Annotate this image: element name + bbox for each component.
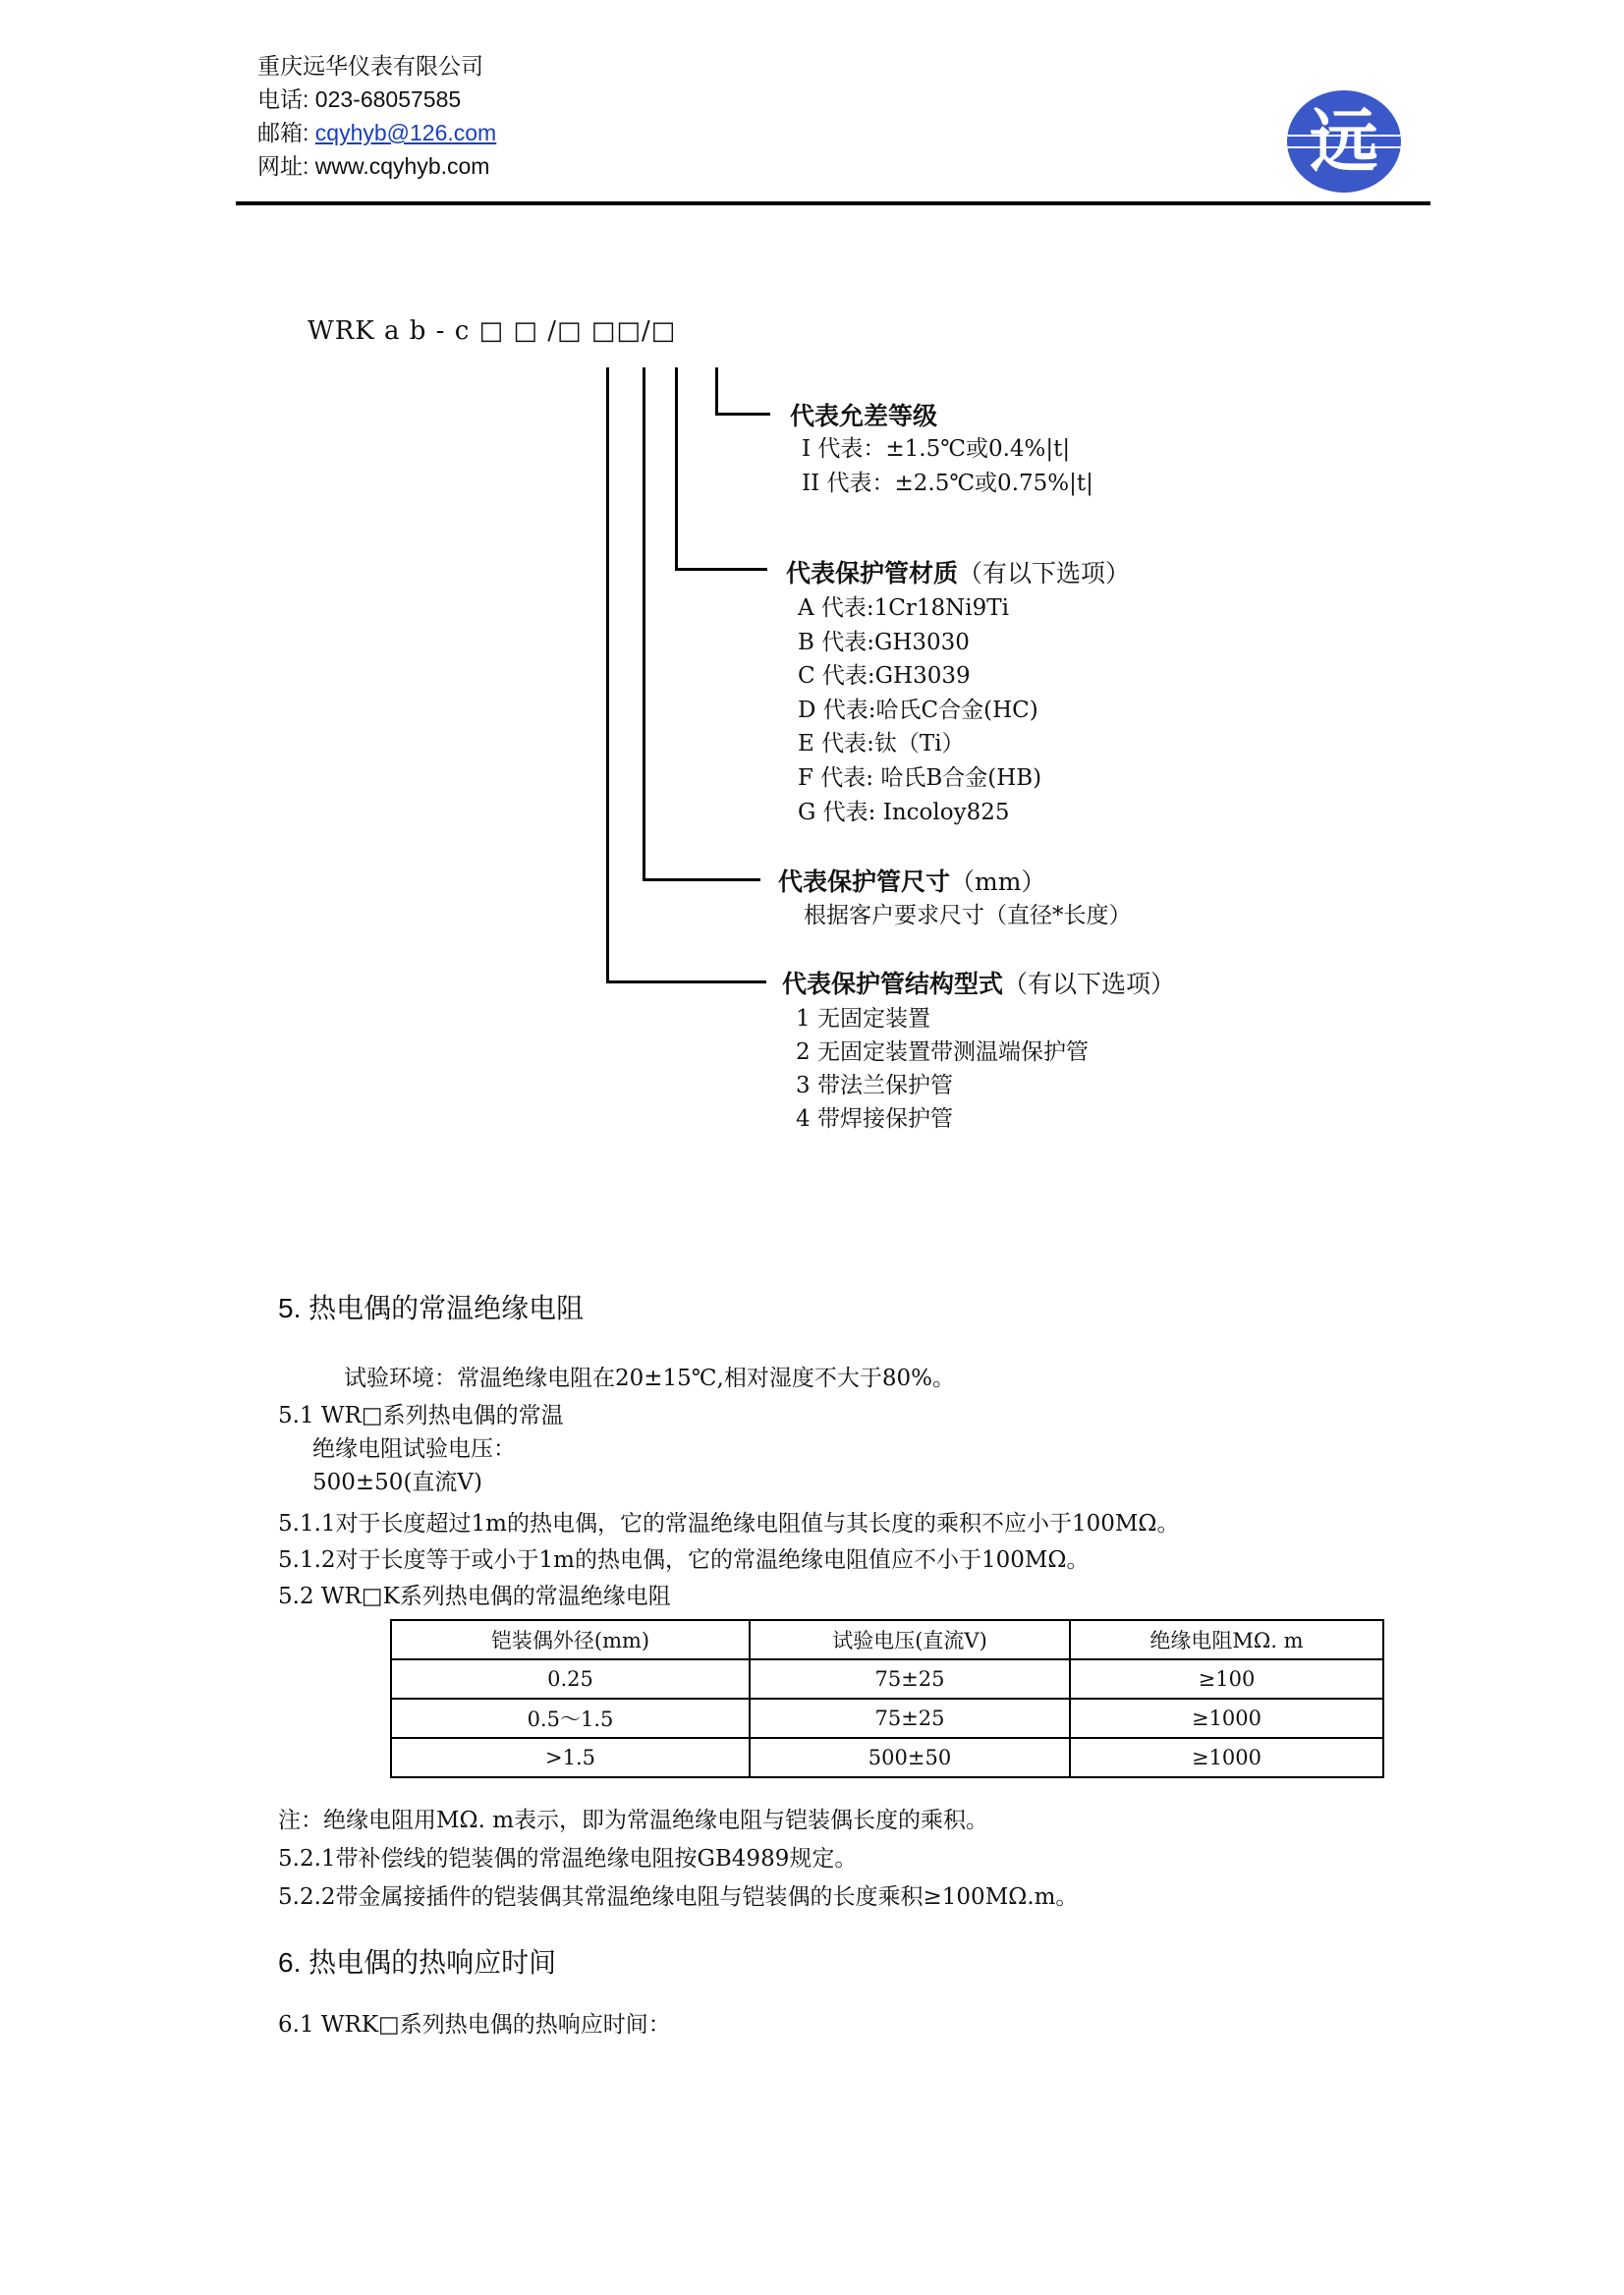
group-tolerance-title: 代表允差等级 — [790, 402, 938, 430]
leader-h-1 — [715, 413, 770, 416]
company-logo — [1277, 86, 1411, 196]
leader-h-3 — [643, 878, 760, 881]
leader-v-3 — [643, 367, 645, 880]
table-row — [391, 1659, 1383, 1699]
table-header: 绝缘电阻MΩ. m — [1070, 1620, 1383, 1659]
insulation-resistance-table — [390, 1619, 1384, 1778]
leader-v-2 — [675, 367, 678, 570]
table-cell: >1.5 — [391, 1738, 750, 1777]
group-material-item: G 代表: Incoloy825 — [798, 800, 1010, 825]
table-cell: 500±50 — [750, 1738, 1070, 1777]
group-material-item: A 代表:1Cr18Ni9Ti — [798, 595, 1009, 621]
section-5-1-1: 5.1.1对于长度超过1m的热电偶，它的常温绝缘电阻值与其长度的乘积不应小于100MΩ。 — [278, 1511, 1180, 1537]
group-size-title: 代表保护管尺寸（mm） — [778, 868, 1046, 896]
section-5-1-2: 5.1.2对于长度等于或小于1m的热电偶，它的常温绝缘电阻值应不小于100MΩ。 — [278, 1547, 1090, 1573]
web-line — [257, 149, 489, 183]
table-header: 铠装偶外径(mm) — [391, 1620, 750, 1659]
table-cell: 75±25 — [750, 1699, 1070, 1738]
phone-line — [257, 83, 461, 116]
section-5-2: 5.2 WR□K系列热电偶的常温绝缘电阻 — [278, 1584, 671, 1609]
table-cell: ≥1000 — [1070, 1699, 1383, 1738]
leader-v-1 — [715, 367, 718, 415]
group-material-item: C 代表:GH3039 — [798, 663, 971, 689]
table-cell: 0.25 — [391, 1659, 750, 1699]
group-tolerance-item: II 代表：±2.5℃或0.75%|t| — [802, 471, 1093, 496]
leader-v-4 — [606, 367, 609, 982]
table-cell: ≥100 — [1070, 1659, 1383, 1699]
section-5-1-voltage: 500±50(直流V) — [312, 1470, 482, 1495]
group-material-item: E 代表:钛（Ti） — [798, 731, 965, 756]
section-5-note: 注：绝缘电阻用MΩ. m表示，即为常温绝缘电阻与铠装偶长度的乘积。 — [278, 1808, 989, 1833]
logo-mark: 远 — [1310, 101, 1378, 182]
section-5-2-2: 5.2.2带金属接插件的铠装偶其常温绝缘电阻与铠装偶的长度乘积≥100MΩ.m。 — [278, 1884, 1079, 1910]
group-structure-item: 1 无固定装置 — [796, 1006, 930, 1032]
table-header-row — [391, 1620, 1383, 1659]
group-tolerance-item: I 代表：±1.5℃或0.4%|t| — [802, 436, 1071, 462]
email-link[interactable]: cqyhyb@126.com — [314, 120, 497, 145]
leader-h-2 — [675, 568, 767, 571]
section-6-title: 6. 热电偶的热响应时间 — [278, 1947, 557, 1978]
email-line — [257, 116, 496, 149]
section-5-1-voltage-label: 绝缘电阻试验电压： — [312, 1436, 516, 1462]
group-structure-item: 3 带法兰保护管 — [796, 1073, 953, 1098]
table-cell: ≥1000 — [1070, 1738, 1383, 1777]
group-material-item: D 代表:哈氏C合金(HC) — [798, 698, 1038, 723]
table-row — [391, 1699, 1383, 1738]
group-material-title: 代表保护管材质（有以下选项） — [786, 559, 1131, 588]
phone-number: 023-68057585 — [314, 86, 462, 112]
phone-label: 电话: — [257, 86, 309, 112]
group-material-item: F 代表: 哈氏B合金(HB) — [798, 765, 1042, 791]
section-5-2-1: 5.2.1带补偿线的铠装偶的常温绝缘电阻按GB4989规定。 — [278, 1846, 858, 1872]
group-structure-title: 代表保护管结构型式（有以下选项） — [782, 970, 1176, 998]
table-row — [391, 1738, 1383, 1777]
table-cell: 75±25 — [750, 1659, 1070, 1699]
section-5-1: 5.1 WR□系列热电偶的常温 — [278, 1403, 564, 1428]
model-code: WRK a b - c □ □ /□ □□/□ — [308, 316, 677, 346]
web-label: 网址: — [257, 153, 309, 179]
group-material-item: B 代表:GH3030 — [798, 630, 970, 655]
table-cell: 0.5～1.5 — [391, 1699, 750, 1738]
email-label: 邮箱: — [257, 120, 309, 145]
group-structure-item: 4 带焊接保护管 — [796, 1106, 953, 1132]
section-5-env: 试验环境：常温绝缘电阻在20±15℃,相对湿度不大于80%。 — [344, 1366, 955, 1391]
section-5-title: 5. 热电偶的常温绝缘电阻 — [278, 1293, 585, 1323]
web-address: www.cqyhyb.com — [314, 153, 490, 179]
table-header: 试验电压(直流V) — [750, 1620, 1070, 1659]
leader-h-4 — [606, 980, 766, 983]
group-structure-item: 2 无固定装置带测温端保护管 — [796, 1039, 1089, 1065]
group-size-item: 根据客户要求尺寸（直径*长度） — [804, 903, 1132, 928]
section-6-1: 6.1 WRK□系列热电偶的热响应时间： — [278, 2012, 671, 2038]
company-name: 重庆远华仪表有限公司 — [257, 53, 483, 79]
header-rule — [236, 201, 1430, 205]
